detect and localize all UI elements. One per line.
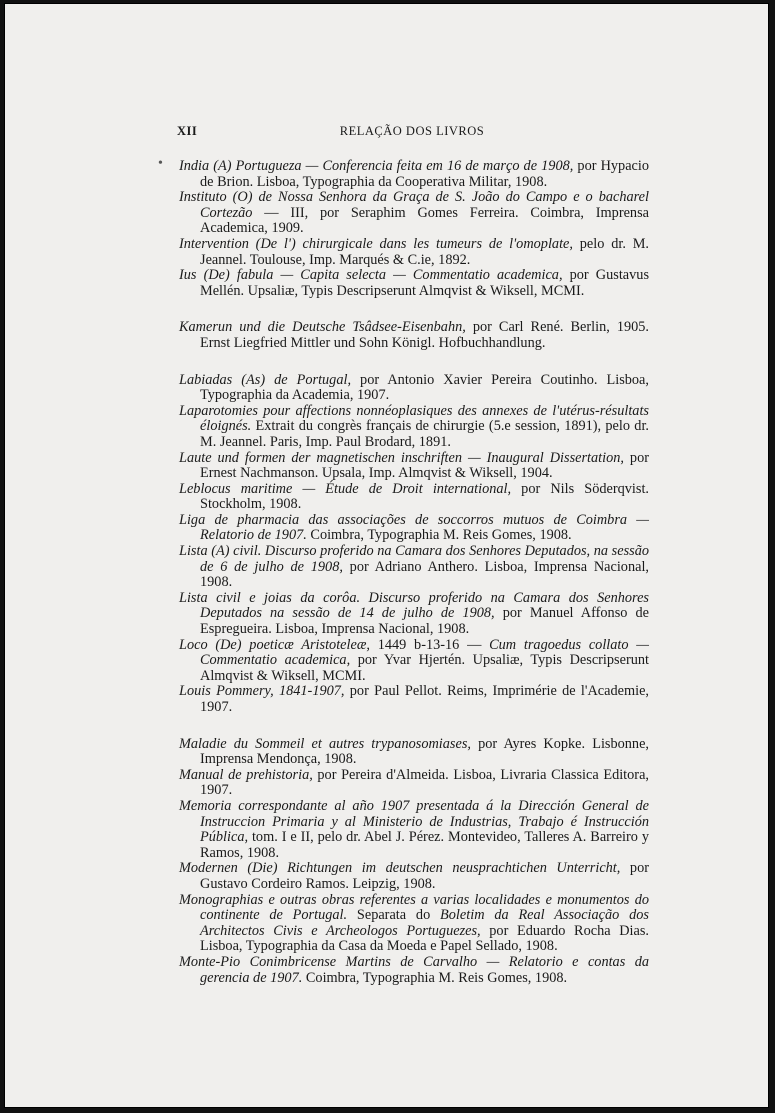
entry-title: Liga de pharmacia das associações de soccorros mutuos de Coimbra — Relatorio de 1907. bbox=[179, 511, 649, 544]
entry-details: Coimbra, Typographia M. Reis Gomes, 1908. bbox=[302, 969, 568, 986]
entry-title: Instituto (O) de Nossa Senhora da Graça de S. João do Campo e o bacharel Cortezão bbox=[179, 189, 649, 221]
entry-details: tom. I e II, pelo dr. Abel J. Pérez. Montevideo, Talleres A. Barreiro y Ramos, 1908. bbox=[200, 829, 649, 861]
book-entry bbox=[179, 320, 649, 351]
entry-details: por Ayres Kopke. Lisbonne, Imprensa Mendonça, 1908. bbox=[200, 735, 649, 768]
entry-title: Cum tragoedus collato — Commentatio academica, bbox=[200, 636, 649, 669]
entry-title: Loco (De) poeticæ Aristoteleæ, bbox=[179, 636, 370, 653]
entry-details: por Hypacio de Brion. Lisboa, Typographia da Cooperativa Militar, 1908. bbox=[200, 158, 650, 190]
entry-title: Ius (De) fabula — Capita selecta — Commentatio academica, bbox=[179, 267, 563, 284]
entry-group bbox=[179, 737, 649, 987]
page-title: RELAÇÃO DOS LIVROS bbox=[339, 124, 485, 138]
entry-title: Maladie du Sommeil et autres trypanosomiases, bbox=[179, 735, 471, 752]
entry-details: por Manuel Affonso de Espregueira. Lisboa, Imprensa Nacional, 1908. bbox=[200, 605, 649, 638]
book-entry bbox=[179, 404, 649, 451]
entry-title: Louis Pommery, 1841-1907, bbox=[179, 683, 345, 700]
entry-details: Coimbra, Typographia M. Reis Gomes, 1908. bbox=[306, 527, 572, 544]
entry-title: Monte-Pio Conimbricense Martins de Carvalho — Relatorio e contas da gerencia de 1907. bbox=[179, 953, 649, 986]
entry-title: Lista civil e joias da corôa. Discurso proferido na Camara dos Senhores Deputados na sessão de 14 de julho de 1908, bbox=[179, 589, 649, 622]
book-entry bbox=[179, 159, 649, 190]
entry-title: Lista (A) civil. Discurso proferido na Camara dos Senhores Deputados, na sessão de 6 de julho de 1908, bbox=[179, 543, 649, 575]
book-entry bbox=[179, 190, 649, 237]
entry-group bbox=[179, 320, 649, 351]
book-list bbox=[179, 159, 649, 1007]
entry-details: pelo dr. M. Jeannel. Toulouse, Imp. Marqués & C.ie, 1892. bbox=[200, 235, 649, 268]
entry-group bbox=[179, 159, 649, 299]
bullet-mark: • bbox=[158, 156, 163, 171]
entry-details: por Ernest Nachmanson. Upsala, Imp. Almqvist & Wiksell, 1904. bbox=[200, 449, 649, 482]
entry-details: por Paul Pellot. Reims, Imprimérie de l'Academie, 1907. bbox=[200, 683, 649, 715]
entry-details: por Nils Söderqvist. Stockholm, 1908. bbox=[200, 480, 649, 513]
entry-title: Manual de prehistoria, bbox=[179, 766, 313, 783]
entry-title: Memoria correspondante al año 1907 presentada á la Dirección General de Instruccion Primaria y al Ministerio de Industrias, Trabajo é Instrucción Pública, bbox=[179, 797, 649, 846]
book-entry bbox=[179, 373, 649, 404]
entry-title: Leblocus maritime — Étude de Droit international, bbox=[179, 480, 512, 497]
entry-title: Labiadas (As) de Portugal, bbox=[179, 371, 352, 388]
book-page bbox=[4, 3, 769, 1108]
entry-group bbox=[179, 373, 649, 716]
entry-details: — III, por Seraphim Gomes Ferreira. Coimbra, Imprensa Academica, 1909. bbox=[200, 204, 649, 237]
entry-details: 1449 b-13-16 — bbox=[369, 636, 490, 653]
entry-title: Modernen (Die) Richtungen im deutschen neusprachtichen Unterricht, bbox=[179, 860, 621, 877]
entry-details: Extrait du congrès français de chirurgie (5.e session, 1891), pelo dr. M. Jeannel. Paris, Imp. Paul Brodard, 1891. bbox=[200, 418, 649, 450]
entry-details: Separata do bbox=[347, 907, 441, 924]
book-entry bbox=[179, 544, 649, 591]
entry-details: por Eduardo Rocha Dias. Lisboa, Typographia da Casa da Moeda e Papel Sellado, 1908. bbox=[200, 922, 649, 955]
book-entry bbox=[179, 268, 649, 299]
entry-title: Laute und formen der magnetischen inschriften — Inaugural Dissertation, bbox=[179, 449, 624, 466]
book-entry bbox=[179, 768, 649, 799]
book-entry bbox=[179, 513, 649, 544]
book-entry bbox=[179, 737, 649, 768]
book-entry bbox=[179, 955, 649, 986]
entry-details: por Adriano Anthero. Lisboa, Imprensa Nacional, 1908. bbox=[200, 558, 649, 591]
entry-title: Laparotomies pour affections nonnéoplasiques des annexes de l'utérus-résultats éloignés. bbox=[179, 402, 649, 435]
book-entry bbox=[179, 684, 649, 715]
entry-title: Intervention (De l') chirurgicale dans les tumeurs de l'omoplate, bbox=[179, 235, 573, 252]
entry-title: Kamerun und die Deutsche Tsâdsee-Eisenbahn, bbox=[179, 319, 466, 336]
book-entry bbox=[179, 799, 649, 861]
entry-details: por Gustavus Mellén. Upsaliæ, Typis Descripserunt Almqvist & Wiksell, MCMI. bbox=[200, 267, 650, 299]
book-entry bbox=[179, 893, 649, 955]
entry-title: Boletim da Real Associação dos Architectos Civis e Archeologos Portuguezes, bbox=[200, 907, 649, 939]
book-entry bbox=[179, 482, 649, 513]
book-entry bbox=[179, 861, 649, 892]
entry-details: por Gustavo Cordeiro Ramos. Leipzig, 1908. bbox=[200, 860, 649, 892]
page-number: XII bbox=[177, 124, 198, 138]
book-entry bbox=[179, 638, 649, 685]
entry-details: por Pereira d'Almeida. Lisboa, Livraria Classica Editora, 1907. bbox=[200, 766, 649, 799]
entry-title: India (A) Portugueza — Conferencia feita em 16 de março de 1908, bbox=[179, 158, 574, 174]
book-entry bbox=[179, 451, 649, 482]
entry-title: Monographias e outras obras referentes a varias localidades e monumentos do continente de Portugal. bbox=[179, 891, 649, 924]
entry-details: por Yvar Hjertén. Upsaliæ, Typis Descripserunt Almqvist & Wiksell, MCMI. bbox=[200, 652, 649, 684]
book-entry bbox=[179, 237, 649, 268]
entry-details: por Antonio Xavier Pereira Coutinho. Lisboa, Typographia da Academia, 1907. bbox=[200, 371, 649, 404]
entry-details: por Carl René. Berlin, 1905. Ernst Liegfried Mittler und Sohn Königl. Hofbuchhandlung. bbox=[200, 319, 649, 351]
book-entry bbox=[179, 591, 649, 638]
